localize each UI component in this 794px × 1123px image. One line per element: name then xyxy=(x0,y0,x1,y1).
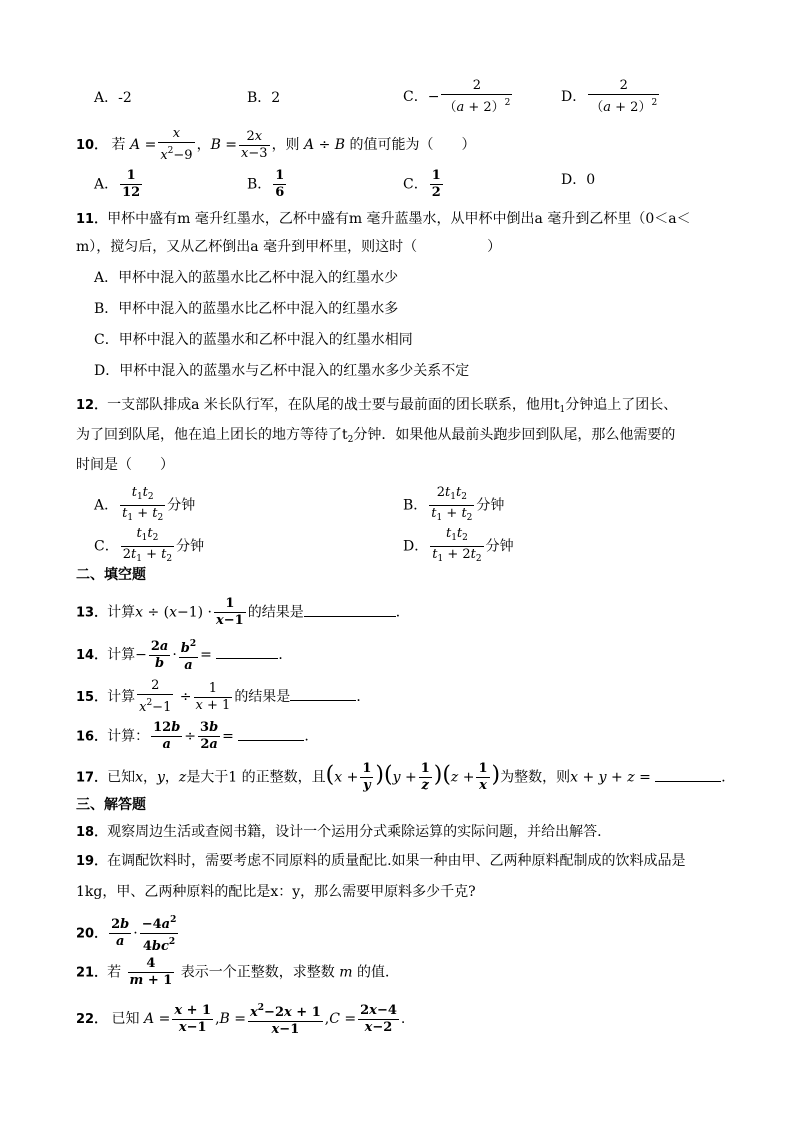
q17-end: ． xyxy=(721,769,736,786)
q17-answer-blank[interactable] xyxy=(655,767,721,782)
q20-number: 20． xyxy=(76,926,108,942)
q18-text: 观察周边生活或查阅书籍，设计一个运用分式乘除运算的实际问题，并给出解答. xyxy=(107,824,602,840)
q18 xyxy=(76,822,602,843)
q19-line2: 1kg，甲、乙两种原料的配比是x：y，那么需要甲原料多少千克? xyxy=(76,884,476,900)
q10-text-post: ，则 xyxy=(271,137,300,153)
q12-line2-a: 为了回到队尾，他在追上团长的地方等待了t xyxy=(76,427,348,443)
q19-number: 19． xyxy=(76,854,108,869)
q12-option-b-unit: 分钟 xyxy=(476,497,505,514)
q14: 14．计算− $\frac{2a}{b}$ · $\frac{b^2}{a}$ = ． xyxy=(76,636,292,674)
q17: 17．已知x，y，z是大于1 的正整数，且(x + $\frac{1}{y}$ )(y + $\frac{1}{z}$ )(z + $\frac{1}{x}$ )为整数，则x + y + z = ． xyxy=(76,761,736,793)
q11-option-b: B．甲杯中混入的蓝墨水比乙杯中混入的红墨水多 xyxy=(94,301,399,317)
q12-stem-line3: 时间是（ ） xyxy=(76,457,174,473)
q12-stem-line2: 为了回到队尾，他在追上团长的地方等待了$t_2$分钟．如果他从最前头跑步回到队尾，那么他需要的 xyxy=(76,427,676,445)
q9-d-fraction: $\frac{2}{(a + 2)^2}$ xyxy=(590,78,658,115)
q10-a-fraction: $\frac{x}{x^2-9}$ xyxy=(160,126,193,163)
q11-option-a: A．甲杯中混入的蓝墨水比乙杯中混入的红墨水少 xyxy=(94,270,399,286)
q12-option-a-unit: 分钟 xyxy=(167,497,196,514)
q9-option-b: B．2 xyxy=(247,90,281,106)
q9-option-d-label: D． xyxy=(561,89,587,105)
q16-answer-blank[interactable] xyxy=(238,726,304,741)
q10-b-fraction: $\frac{2x}{x-3}$ xyxy=(241,128,268,161)
q10-text-end: 的值可能为（ ） xyxy=(349,137,476,153)
q11-number: 11． xyxy=(76,212,108,227)
q13-post: 的结果是 xyxy=(247,604,304,621)
q15-end: ． xyxy=(356,689,371,705)
q10-option-b-label: B． xyxy=(247,176,272,193)
q10-option-a: A． $\frac{1}{12}$ xyxy=(94,168,141,200)
q22: 22． 已知 A = $\frac{x + 1}{x-1}$ ,B = $\frac{x^2-2x + 1}{x-1}$ ,C = $\frac{2x-4}{x-2}$ . xyxy=(76,1000,405,1038)
q11-option-c: C．甲杯中混入的蓝墨水和乙杯中混入的红墨水相同 xyxy=(94,332,413,348)
q18-number: 18． xyxy=(76,825,108,840)
q12-option-d-unit: 分钟 xyxy=(485,538,514,555)
q13-answer-blank[interactable] xyxy=(304,602,396,617)
q11-stem-line2: m），搅匀后，又从乙杯倒出a 毫升到甲杯里，则这时（ ） xyxy=(76,239,502,255)
q17-mid: 是大于1 的正整数，且 xyxy=(186,769,326,786)
q9-option-c-label: C． xyxy=(403,89,428,105)
q13-number: 13． xyxy=(76,605,108,621)
q9-c-fraction: $\frac{2}{(a + 2)^2}$ xyxy=(443,78,511,115)
q14-answer-blank[interactable] xyxy=(216,644,278,659)
q12-option-a: A． $\frac{t_1t_2}{t_1 + t_2}$ 分钟 xyxy=(94,485,196,523)
q10-number: 10． xyxy=(76,138,108,153)
q15-number: 15． xyxy=(76,690,108,705)
section-fill-in-title: 二、填空题 xyxy=(76,567,146,583)
q17-number: 17． xyxy=(76,770,108,786)
q12-option-d-label: D． xyxy=(403,538,429,555)
q21-variable: m xyxy=(339,964,353,981)
q12-option-c-label: C． xyxy=(94,538,119,555)
q22-number: 22． xyxy=(76,1012,108,1027)
q12-option-c-unit: 分钟 xyxy=(176,538,205,555)
q10-expression: A ÷ B xyxy=(304,137,346,153)
q21-post: 表示一个正整数，求整数 xyxy=(180,964,335,981)
q10-text-pre: 若 xyxy=(111,137,126,153)
q9-option-a: A．-2 xyxy=(94,90,132,106)
q12-line1-b: 分钟追上了团长、 xyxy=(565,397,678,413)
q10-text-mid: ， xyxy=(196,137,211,153)
q11-stem-line1 xyxy=(76,209,691,230)
q21: 21．若 $\frac{4}{m + 1}$ 表示一个正整数，求整数 m 的值． xyxy=(76,956,399,988)
q14-pre: 计算 xyxy=(107,647,136,663)
q21-number: 21． xyxy=(76,965,108,981)
q15-post: 的结果是 xyxy=(234,689,291,705)
q22-pre: 已知 xyxy=(111,1011,140,1027)
q11-option-d: D．甲杯中混入的蓝墨水与乙杯中混入的红墨水多少关系不定 xyxy=(94,363,470,379)
q13-pre: 计算 xyxy=(107,604,136,621)
q12-line1-a: 一支部队排成a 米长队行军，在队尾的战士要与最前面的团长联系，他用t xyxy=(107,397,560,413)
q12-option-b-label: B． xyxy=(403,497,428,514)
q12-stem-line1: 12．一支部队排成a 米长队行军，在队尾的战士要与最前面的团长联系，他用$t_1$分钟追上了团长、 xyxy=(76,397,678,415)
q16: 16．计算： $\frac{12b}{a}$ ÷ $\frac{3b}{2a}$ = . xyxy=(76,720,309,752)
q9-option-c: C．− $\frac{2}{(a + 2)^2}$ xyxy=(403,78,511,115)
section-answer-title: 三、解答题 xyxy=(76,797,146,813)
q10-option-a-label: A． xyxy=(94,176,119,193)
q17-post: 为整数，则 xyxy=(500,769,571,786)
q9-option-d xyxy=(561,78,661,116)
q10-option-c: C． $\frac{1}{2}$ xyxy=(403,168,441,200)
q16-pre: 计算： xyxy=(107,728,150,745)
q12-line2-b: 分钟．如果他从最前头跑步回到队尾，那么他需要的 xyxy=(353,427,676,443)
q10-stem: 10． 若 A = $\frac{x}{x^2-9}$ ，B = $\frac{2x}{x-3}$ ，则 A ÷ B 的值可能为（ ） xyxy=(76,126,476,163)
q10-option-d: D．0 xyxy=(561,172,596,188)
q15: 15．计算 $\frac{2}{x^2-1}$ ÷ $\frac{1}{x + 1}$ 的结果是 ． xyxy=(76,678,371,715)
q21-end: 的值． xyxy=(356,964,399,981)
q17-pre: 已知 xyxy=(107,769,136,786)
q21-pre: 若 xyxy=(107,964,122,981)
q16-number: 16． xyxy=(76,729,108,745)
q14-end: ． xyxy=(278,647,293,663)
q20: 20． $\frac{2b}{a}$ · $\frac{-4a^2}{4bc^2}$ xyxy=(76,912,180,955)
q12-number: 12． xyxy=(76,398,108,413)
q12-option-c: C． $\frac{t_1t_2}{2t_1 + t_2}$ 分钟 xyxy=(94,526,205,564)
q14-number: 14． xyxy=(76,648,108,663)
q15-answer-blank[interactable] xyxy=(290,686,356,701)
q13-end: ． xyxy=(395,604,410,621)
q11-line1: 甲杯中盛有m 毫升红墨水，乙杯中盛有m 毫升蓝墨水，从甲杯中倒出a 毫升到乙杯里（0＜a＜ xyxy=(107,211,691,227)
q12-option-a-label: A． xyxy=(94,497,119,514)
q19-line1 xyxy=(76,851,686,872)
q13: 13．计算x ÷ (x−1) · $\frac{1}{x-1}$ 的结果是 ． xyxy=(76,596,410,628)
q10-option-b: B． $\frac{1}{6}$ xyxy=(247,168,285,200)
q16-end: . xyxy=(304,728,309,745)
q19-text-line1: 在调配饮料时，需要考虑不同原料的质量配比.如果一种由甲、乙两种原料配制成的饮料成品是 xyxy=(107,853,686,869)
q12-option-b: B． $\frac{2t_1t_2}{t_1 + t_2}$ 分钟 xyxy=(403,485,505,523)
q12-option-d: D． $\frac{t_1t_2}{t_1 + 2t_2}$ 分钟 xyxy=(403,526,514,564)
q15-pre: 计算 xyxy=(107,689,136,705)
q10-option-c-label: C． xyxy=(403,176,428,193)
